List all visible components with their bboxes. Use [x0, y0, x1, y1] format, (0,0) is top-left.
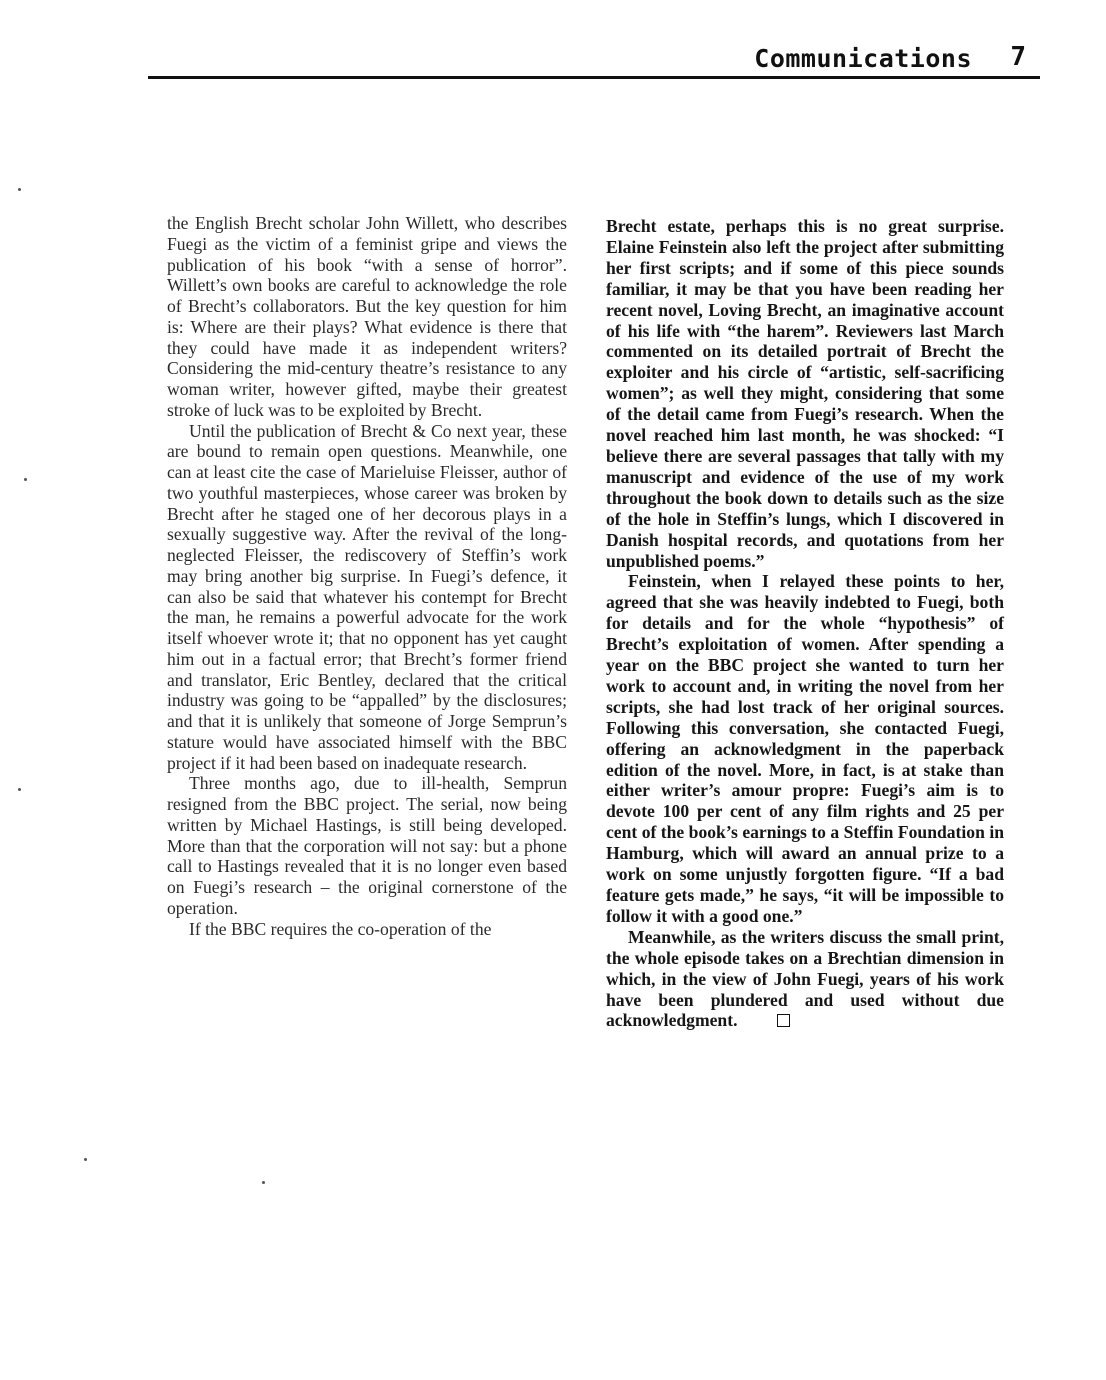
section-title: Communications — [754, 44, 972, 73]
scan-speck — [24, 478, 27, 481]
left-paragraph-4: If the BBC requires the co-operation of the — [189, 918, 492, 939]
left-column — [167, 213, 567, 939]
header-rule — [148, 76, 1040, 79]
right-paragraph-3-text: Meanwhile, as the writers discuss the small print, the whole episode takes on a Brechtian dimension in which, in the view of John Fuegi, years of his work have been plundered and used without due acknowledgment. — [606, 926, 1004, 1031]
scan-speck — [84, 1158, 87, 1161]
scan-speck — [18, 188, 21, 191]
right-column — [606, 216, 1004, 1031]
scan-speck — [18, 788, 21, 791]
right-paragraph-1: Brecht estate, perhaps this is no great surprise. Elaine Feinstein also left the project after submitting her first scripts; and if some of this piece sounds familiar, it may be that you have been reading her recent novel, Loving Brecht, an imaginative account of his life with “the harem”. Reviewers last March commented on its detailed portrait of Brecht the exploiter and his circle of “artistic, self-sacrificing women”; as well they might, considering that some of the detail came from Fuegi’s research. When the novel reached him last month, he was shocked: “I believe there are several passages that tally with my manuscript and evidence of the use of my work throughout the book down to details such as the size of the hole in Steffin’s lungs, which I discovered in Danish hospital records, and quotations from her unpublished poems.” — [606, 216, 1004, 571]
page-number: 7 — [1010, 42, 1026, 72]
left-paragraph-1: the English Brecht scholar John Willett, who describes Fuegi as the victim of a feminist gripe and views the publication of his book “with a sense of horror”. Willett’s own books are careful to acknowledge the role of Brecht’s collaborators. But the key question for him is: Where are their plays? What evidence is there that they could have made it as independent writers? Considering the mid-century theatre’s resistance to any woman writer, however gifted, maybe their greatest stroke of luck was to be exploited by Brecht. — [167, 213, 567, 420]
end-of-article-icon — [777, 1014, 790, 1027]
right-paragraph-3 — [606, 927, 1004, 1032]
left-paragraph-3: Three months ago, due to ill-health, Semprun resigned from the BBC project. The serial, now being written by Michael Hastings, is still being developed. More than that the corporation will not say: but a phone call to Hastings revealed that it is no longer even based on Fuegi’s research – the original cornerstone of the operation. — [167, 773, 567, 918]
right-paragraph-2: Feinstein, when I relayed these points to her, agreed that she was heavily indebted to Fuegi, both for details and for the whole “hypothesis” of Brecht’s exploitation of women. After spending a year on the BBC project she wanted to turn her work to account and, in writing the novel from her scripts, she had lost track of her original sources. Following this conversation, she contacted Fuegi, offering an acknowledgment in the paperback edition of the novel. More, in fact, is at stake than either writer’s amour propre: Fuegi’s aim is to devote 100 per cent of any film rights and 25 per cent of the book’s earnings to a Steffin Foundation in Hamburg, which will award an annual prize to a work on some unjustly forgotten figure. “If a bad feature gets made,” he says, “it will be impossible to follow it with a good one.” — [606, 571, 1004, 926]
scan-speck — [262, 1181, 265, 1184]
left-paragraph-2: Until the publication of Brecht & Co next year, these are bound to remain open questions. Meanwhile, one can at least cite the case of Marieluise Fleisser, author of two youthful masterpieces, whose career was broken by Brecht after he staged one of her decorous plays in a sexually suggestive way. After the revival of the long-neglected Fleisser, the rediscovery of Steffin’s work may bring another big surprise. In Fuegi’s defence, it can also be said that whatever his contempt for Brecht the man, he remains a powerful advocate for the work itself whoever wrote it; that no opponent has yet caught him out in a factual error; that Brecht’s former friend and translator, Eric Bentley, declared that the critical industry was going to be “appalled” by the disclosures; and that it is unlikely that someone of Jorge Semprun’s stature would have associated himself with the BBC project if it had been based on inadequate research. — [167, 420, 567, 773]
page-header — [148, 42, 1040, 80]
